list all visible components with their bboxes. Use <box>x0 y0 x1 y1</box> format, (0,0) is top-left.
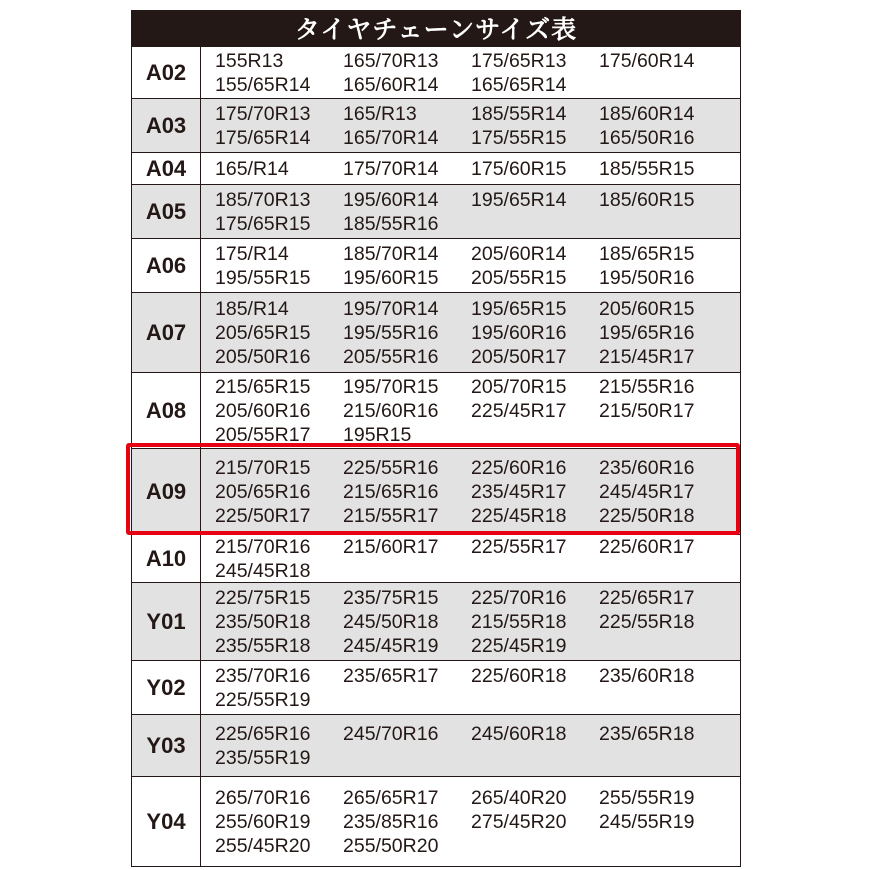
tire-size: 185/60R14 <box>599 102 695 125</box>
chain-code: A02 <box>132 47 201 98</box>
tire-size: 245/60R18 <box>471 722 567 745</box>
tire-size: 235/50R18 <box>215 610 311 633</box>
tire-size: 215/45R17 <box>599 345 695 368</box>
tire-size: 175/60R14 <box>599 49 695 72</box>
tire-size: 225/70R16 <box>471 586 567 609</box>
tire-size: 225/60R18 <box>471 664 567 687</box>
tire-size: 195/65R15 <box>471 297 567 320</box>
tire-size: 185/60R15 <box>599 188 695 211</box>
tire-size: 215/60R17 <box>343 535 439 558</box>
tire-size: 245/45R17 <box>599 480 695 503</box>
tire-size: 205/60R16 <box>215 399 311 422</box>
tire-size: 225/55R16 <box>343 456 439 479</box>
tire-sizes <box>201 583 740 660</box>
tire-size: 185/65R15 <box>599 242 695 265</box>
tire-size: 165/60R14 <box>343 73 439 96</box>
tire-size: 195/50R16 <box>599 266 695 289</box>
chain-code: Y02 <box>132 661 201 714</box>
tire-size: 185/55R15 <box>599 157 695 180</box>
tire-size: 255/45R20 <box>215 834 311 857</box>
tire-size: 205/60R15 <box>599 297 695 320</box>
tire-size: 225/60R16 <box>471 456 567 479</box>
size-table <box>131 46 741 867</box>
size-row-a10 <box>132 534 740 582</box>
tire-size: 185/55R14 <box>471 102 567 125</box>
tire-size: 255/55R19 <box>599 786 695 809</box>
chain-code: A08 <box>132 373 201 448</box>
tire-chain-size-chart <box>131 10 741 867</box>
tire-size: 215/55R17 <box>343 504 439 527</box>
tire-sizes <box>201 99 740 152</box>
tire-size: 245/50R18 <box>343 610 439 633</box>
chain-code: A06 <box>132 239 201 292</box>
tire-size: 205/50R17 <box>471 345 567 368</box>
tire-sizes <box>201 185 740 238</box>
tire-size: 175/55R15 <box>471 126 567 149</box>
tire-size: 215/55R18 <box>471 610 567 633</box>
tire-size: 275/45R20 <box>471 810 567 833</box>
tire-size: 175/R14 <box>215 242 289 265</box>
tire-sizes <box>201 153 740 184</box>
tire-size: 195/55R16 <box>343 321 439 344</box>
tire-size: 235/60R16 <box>599 456 695 479</box>
tire-size: 245/55R19 <box>599 810 695 833</box>
tire-size: 165/65R14 <box>471 73 567 96</box>
tire-size: 195/70R14 <box>343 297 439 320</box>
tire-size: 225/55R19 <box>215 688 311 711</box>
tire-size: 245/70R16 <box>343 722 439 745</box>
size-row-a04 <box>132 152 740 184</box>
tire-size: 195/65R16 <box>599 321 695 344</box>
chain-code: A05 <box>132 185 201 238</box>
chain-code: Y04 <box>132 777 201 866</box>
chain-code: A10 <box>132 535 201 582</box>
tire-size: 155/65R14 <box>215 73 311 96</box>
size-row-y02 <box>132 660 740 714</box>
tire-size: 235/60R18 <box>599 664 695 687</box>
tire-size: 175/65R15 <box>215 212 311 235</box>
tire-size: 235/45R17 <box>471 480 567 503</box>
tire-sizes <box>201 373 740 448</box>
tire-size: 265/40R20 <box>471 786 567 809</box>
tire-size: 255/60R19 <box>215 810 311 833</box>
chain-code: A04 <box>132 153 201 184</box>
tire-size: 215/50R17 <box>599 399 695 422</box>
tire-size: 225/50R18 <box>599 504 695 527</box>
tire-size: 205/65R16 <box>215 480 311 503</box>
tire-sizes <box>201 715 740 776</box>
tire-size: 215/70R15 <box>215 456 311 479</box>
size-row-a07 <box>132 292 740 372</box>
tire-sizes <box>201 449 740 534</box>
tire-size: 185/R14 <box>215 297 289 320</box>
tire-size: 225/55R18 <box>599 610 695 633</box>
tire-size: 225/60R17 <box>599 535 695 558</box>
tire-size: 265/65R17 <box>343 786 439 809</box>
chain-code: Y01 <box>132 583 201 660</box>
tire-size: 195/60R16 <box>471 321 567 344</box>
chain-code: A07 <box>132 293 201 372</box>
tire-size: 225/75R15 <box>215 586 311 609</box>
chain-code: A03 <box>132 99 201 152</box>
tire-size: 165/R14 <box>215 157 289 180</box>
size-row-a05 <box>132 184 740 238</box>
tire-size: 225/45R18 <box>471 504 567 527</box>
size-row-y01 <box>132 582 740 660</box>
tire-size: 195R15 <box>343 423 412 446</box>
tire-size: 165/50R16 <box>599 126 695 149</box>
tire-size: 225/55R17 <box>471 535 567 558</box>
tire-size: 205/55R17 <box>215 423 311 446</box>
tire-size: 195/65R14 <box>471 188 567 211</box>
tire-size: 235/65R18 <box>599 722 695 745</box>
tire-size: 245/45R18 <box>215 559 311 582</box>
tire-size: 205/50R16 <box>215 345 311 368</box>
tire-size: 175/65R13 <box>471 49 567 72</box>
size-row-y03 <box>132 714 740 776</box>
tire-size: 225/65R17 <box>599 586 695 609</box>
tire-size: 155R13 <box>215 49 284 72</box>
tire-size: 205/55R16 <box>343 345 439 368</box>
tire-size: 235/85R16 <box>343 810 439 833</box>
tire-size: 165/R13 <box>343 102 417 125</box>
tire-sizes <box>201 239 740 292</box>
tire-size: 195/70R15 <box>343 375 439 398</box>
tire-size: 225/50R17 <box>215 504 311 527</box>
chart-title: タイヤチェーンサイズ表 <box>131 10 741 46</box>
tire-size: 185/70R14 <box>343 242 439 265</box>
tire-size: 175/60R15 <box>471 157 567 180</box>
tire-size: 215/65R15 <box>215 375 311 398</box>
tire-sizes <box>201 293 740 372</box>
tire-size: 245/45R19 <box>343 634 439 657</box>
tire-size: 205/70R15 <box>471 375 567 398</box>
tire-sizes <box>201 47 740 98</box>
tire-size: 205/65R15 <box>215 321 311 344</box>
tire-size: 185/70R13 <box>215 188 311 211</box>
size-row-a03 <box>132 98 740 152</box>
size-row-y04 <box>132 776 740 866</box>
chain-code: A09 <box>132 449 201 534</box>
tire-size: 175/65R14 <box>215 126 311 149</box>
tire-size: 175/70R13 <box>215 102 311 125</box>
size-row-a02 <box>132 46 740 98</box>
tire-size: 175/70R14 <box>343 157 439 180</box>
chain-code: Y03 <box>132 715 201 776</box>
tire-size: 185/55R16 <box>343 212 439 235</box>
tire-size: 235/55R19 <box>215 746 311 769</box>
tire-sizes <box>201 661 740 714</box>
tire-size: 225/65R16 <box>215 722 311 745</box>
size-row-a06 <box>132 238 740 292</box>
tire-sizes <box>201 777 740 866</box>
tire-size: 215/65R16 <box>343 480 439 503</box>
tire-size: 235/55R18 <box>215 634 311 657</box>
tire-size: 225/45R17 <box>471 399 567 422</box>
tire-size: 215/55R16 <box>599 375 695 398</box>
tire-size: 195/60R14 <box>343 188 439 211</box>
tire-size: 205/55R15 <box>471 266 567 289</box>
tire-size: 195/55R15 <box>215 266 311 289</box>
tire-size: 205/60R14 <box>471 242 567 265</box>
tire-size: 225/45R19 <box>471 634 567 657</box>
tire-size: 235/65R17 <box>343 664 439 687</box>
tire-size: 165/70R13 <box>343 49 439 72</box>
tire-size: 235/70R16 <box>215 664 311 687</box>
tire-size: 265/70R16 <box>215 786 311 809</box>
tire-size: 215/70R16 <box>215 535 311 558</box>
tire-size: 165/70R14 <box>343 126 439 149</box>
tire-size: 255/50R20 <box>343 834 439 857</box>
tire-size: 215/60R16 <box>343 399 439 422</box>
size-row-a09 <box>132 448 740 534</box>
tire-sizes <box>201 535 740 582</box>
size-row-a08 <box>132 372 740 448</box>
tire-size: 235/75R15 <box>343 586 439 609</box>
tire-size: 195/60R15 <box>343 266 439 289</box>
